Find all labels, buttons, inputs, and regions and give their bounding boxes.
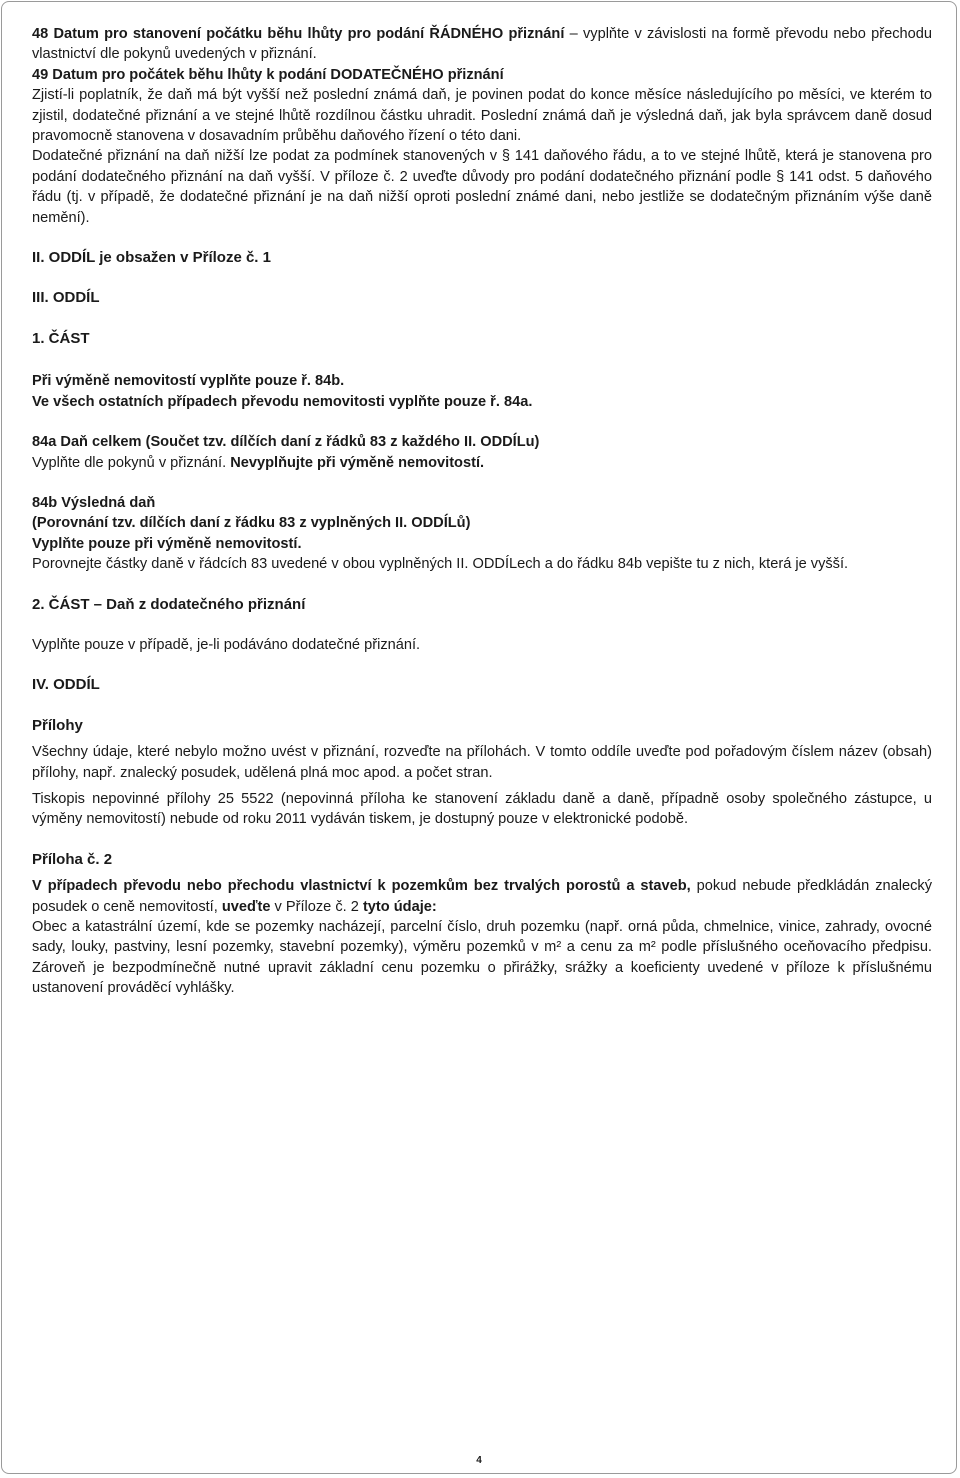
document-page [1, 1, 957, 1474]
row-84b-line: Vyplňte pouze při výměně nemovitostí. [32, 535, 302, 552]
priloha-2-intro [32, 876, 932, 917]
cast-1-line-2: Ve všech ostatních případech převodu nemovitosti vyplňte pouze ř. 84a. [32, 393, 533, 410]
oddil-3-heading: III. ODDÍL [32, 289, 100, 307]
section-48 [32, 24, 932, 65]
priloha-2-paragraph: Obec a katastrální území, kde se pozemky nacházejí, parcelní číslo, druh pozemku (např. orná půda, chmelnice, vinice, zahrady, ovocné sady, louky, pastviny, lesní pozemky, stavební pozemky), výměru pozemků v m² a cenu za m² podle příslušného oceňovacího předpisu. Zároveň je bezpodmínečně nutné upravit základní cenu pozemku o přirážky, srážky a koeficienty uvedené v příloze k příslušnému ustanovení prováděcí vyhlášky. [32, 919, 932, 997]
page-content [32, 24, 932, 999]
cast-1-line-1: Při výměně nemovitostí vyplňte pouze ř. 84b. [32, 373, 345, 390]
prilohy-paragraph-2: Tiskopis nepovinné přílohy 25 5522 (nepovinná příloha ke stanovení základu daně a daně, případně osoby společného zástupce, u výměny nemovitostí) nebude od roku 2011 vydáván tiskem, je dostupný pouze v elektronické podobě. [32, 790, 932, 828]
row-84a-text [32, 453, 932, 473]
section-49-paragraph-2: Dodatečné přiznání na daň nižší lze podat za podmínek stanovených v § 141 daňového řádu, a to ve stejné lhůtě, která je stanovena pro podání dodatečného přiznání na daň vyšší. V příloze č. 2 uveďte důvody pro podání dodatečného přiznání podle § 141 odst. 5 daňového řádu (tj. v případě, že dodatečné přiznání je na daň nižší oproti poslední známé dani, nebo jestliže se dodatečným přiznáním výše daně nemění). [32, 148, 932, 226]
section-48-heading: 48 Datum pro stanovení počátku běhu lhůty pro podání ŘÁDNÉHO přiznání [32, 26, 565, 42]
prilohy-paragraph-1: Všechny údaje, které nebylo možno uvést v přiznání, rozveďte na přílohách. V tomto oddíle uveďte pod pořadovým číslem název (obsah) přílohy, např. znalecký posudek, udělená plná moc apod. a počet stran. [32, 744, 932, 781]
cast-1-heading: 1. ČÁST [32, 329, 90, 347]
row-84a-warning: Nevyplňujte při výměně nemovitostí. [230, 454, 485, 471]
section-49-paragraph-1: Zjistí-li poplatník, že daň má být vyšší než poslední známá daň, je povinen podat do konce měsíce následujícího po měsíci, ve kterém to zjistil, dodatečné přiznání a ve stejné lhůtě rozdílnou částku uhradit. Poslední známá daň je výsledná daň, jak byla správcem daně dosud pravomocně stanovena v dosavadním průběhu daňového řízení o této dani. [32, 87, 932, 145]
row-84b-text: Porovnejte částky daně v řádcích 83 uvedené v obou vyplněných II. ODDÍLech a do řádku 84b vepište tu z nich, která je vyšší. [32, 556, 849, 573]
prilohy-heading: Přílohy [32, 716, 83, 734]
row-84a-heading: 84a Daň celkem (Součet tzv. dílčích daní z řádků 83 z každého II. ODDÍLu) [32, 434, 540, 451]
priloha-2-bold-1: V případech převodu nebo přechodu vlastnictví k pozemkům bez trvalých porostů a staveb, [32, 878, 691, 895]
oddil-4-heading: IV. ODDÍL [32, 676, 100, 694]
row-84a-instruction: Vyplňte dle pokynů v přiznání. [32, 454, 231, 471]
row-84b-heading: 84b Výsledná daň [32, 494, 156, 511]
cast-2-heading: 2. ČÁST – Daň z dodatečného přiznání [32, 595, 306, 613]
section-48-text: – vyplňte v závislosti na formě převodu nebo přechodu vlastnictví dle pokynů uvedených v přiznání. [32, 26, 932, 63]
section-49-heading: 49 Datum pro počátek běhu lhůty k podání DODATEČNÉHO přiznání [32, 66, 504, 83]
priloha-2-bold-3: tyto údaje: [362, 898, 437, 915]
page-number: 4 [476, 1455, 482, 1466]
oddil-2-heading: II. ODDÍL je obsažen v Příloze č. 1 [32, 249, 271, 267]
priloha-2-bold-2: uveďte [221, 898, 271, 915]
cast-2-text: Vyplňte pouze v případě, je-li podáváno dodatečné přiznání. [32, 636, 421, 653]
row-84b-subheading: (Porovnání tzv. dílčích daní z řádku 83 z vyplněných II. ODDÍLů) [32, 515, 471, 532]
priloha-2-heading: Příloha č. 2 [32, 850, 113, 868]
priloha-2-text-2: v Příloze č. 2 [270, 898, 363, 915]
priloha-2-text-1: pokud nebude předkládán znalecký posudek o ceně nemovitostí, [32, 878, 933, 915]
